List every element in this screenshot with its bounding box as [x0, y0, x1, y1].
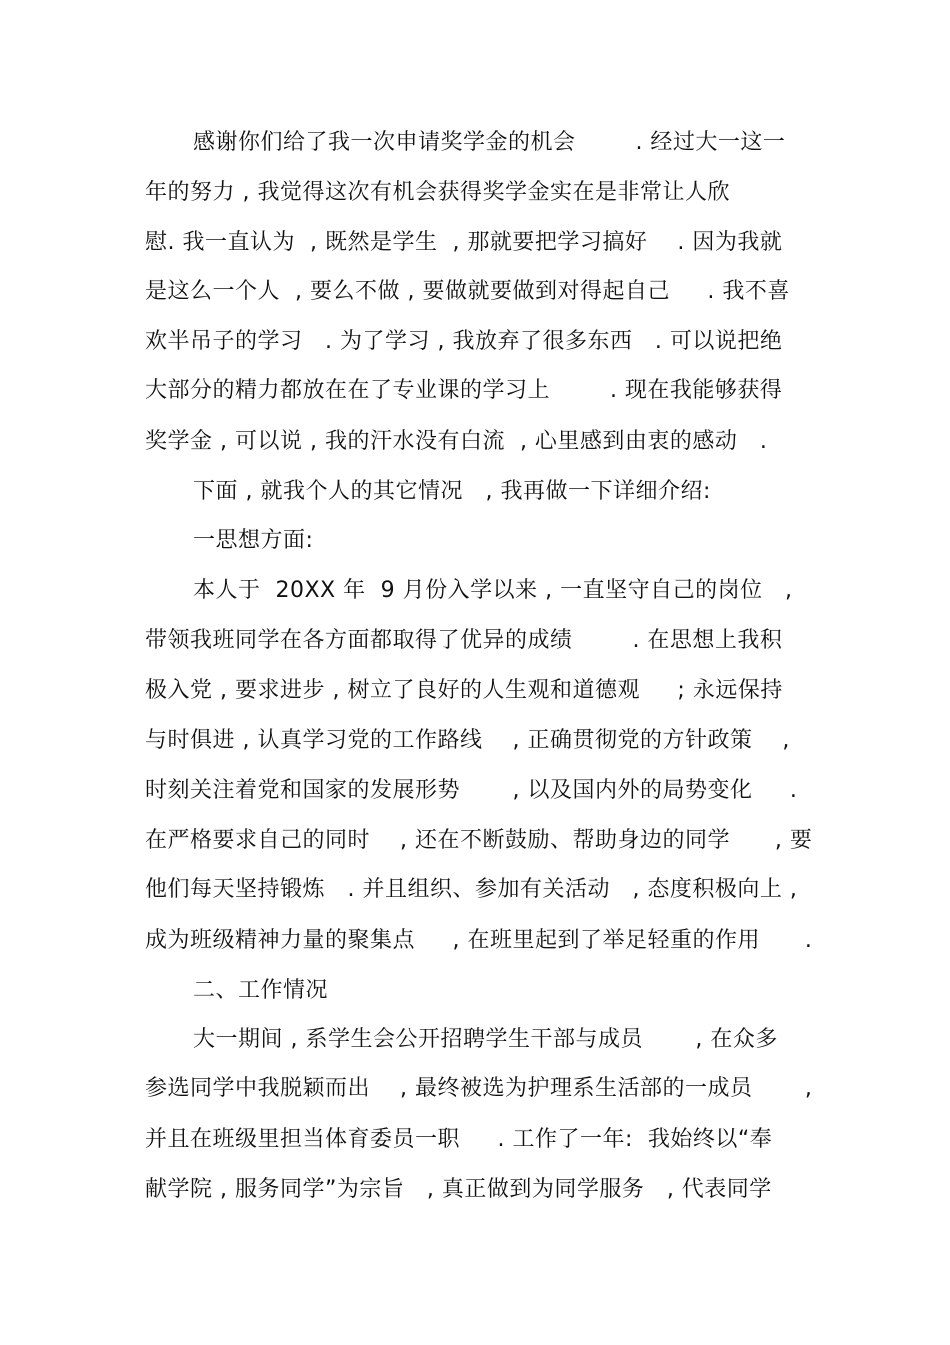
paragraph-line: 与时俱进 , 认真学习党的工作路线 , 正确贯彻党的方针政策 ,	[145, 728, 790, 753]
section-heading: 二、工作情况	[193, 978, 329, 1003]
paragraph-line: 参选同学中我脱颖而出 , 最终被选为护理系生活部的一成员 ,	[145, 1076, 813, 1101]
paragraph-line: 欢半吊子的学习 . 为了学习 , 我放弃了很多东西 . 可以说把绝	[145, 329, 783, 354]
paragraph-line: 慰. 我一直认为 , 既然是学生 , 那就要把学习搞好 . 因为我就	[145, 230, 783, 255]
paragraph-line: 是这么一个人 , 要么不做 , 要做就要做到对得起自己 . 我不喜	[145, 279, 790, 304]
paragraph-line: 大一期间 , 系学生会公开招聘学生干部与成员 , 在众多	[193, 1027, 778, 1052]
paragraph-line: 献学院 , 服务同学”为宗旨 , 真正做到为同学服务 , 代表同学	[145, 1177, 772, 1202]
paragraph-line: 带领我班同学在各方面都取得了优异的成绩 . 在思想上我积	[145, 628, 783, 653]
paragraph-line: 下面 , 就我个人的其它情况 , 我再做一下详细介绍:	[193, 479, 711, 504]
paragraph-line: 他们每天坚持锻炼 . 并且组织、参加有关活动 , 态度积极向上 ,	[145, 877, 798, 902]
paragraph-line: 极入党 , 要求进步 , 树立了良好的人生观和道德观 ; 永远保持	[145, 678, 783, 703]
paragraph-line: 成为班级精神力量的聚集点 , 在班里起到了举足轻重的作用 .	[145, 928, 813, 953]
paragraph-line: 在严格要求自己的同时 , 还在不断鼓励、帮助身边的同学 , 要	[145, 828, 813, 853]
section-heading: 一思想方面:	[193, 528, 314, 553]
paragraph-line: 奖学金 , 可以说 , 我的汗水没有白流 , 心里感到由衷的感动 .	[145, 429, 768, 454]
paragraph-line: 本人于 20XX 年 9 月份入学以来 , 一直坚守自己的岗位 ,	[193, 578, 793, 603]
paragraph-line: 感谢你们给了我一次申请奖学金的机会 . 经过大一这一	[193, 130, 786, 155]
paragraph-line: 年的努力 , 我觉得这次有机会获得奖学金实在是非常让人欣	[145, 180, 730, 205]
paragraph-line: 时刻关注着党和国家的发展形势 , 以及国内外的局势变化 .	[145, 778, 798, 803]
paragraph-line: 并且在班级里担当体育委员一职 . 工作了一年: 我始终以“奉	[145, 1127, 773, 1152]
paragraph-line: 大部分的精力都放在在了专业课的学习上 . 现在我能够获得	[145, 378, 783, 403]
